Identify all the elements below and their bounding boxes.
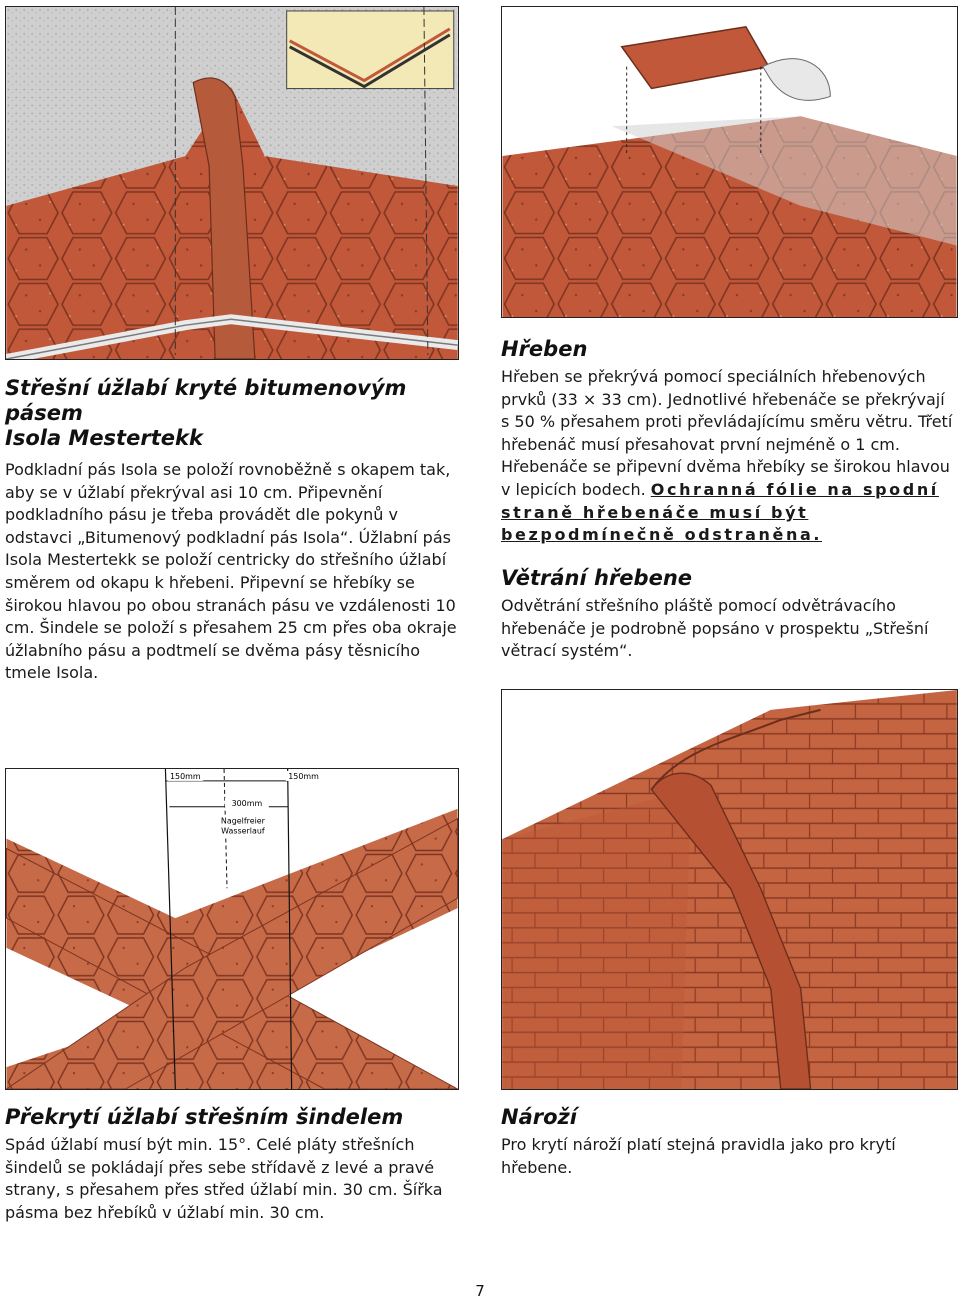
ridge-body xyxy=(501,366,956,547)
hip-illustration xyxy=(502,690,957,1089)
valley-strip-body: Podkladní pás Isola se položí rovnoběžně s okapem tak, aby se v úžlabí překrýval asi 10 cm. Připevnění podkladního pásu je třeba provádět dle pokynů v odstavci „Bitumenový podkladní pás Isola“. Úžlabní pás Isola Mestertekk se položí centricky do střešního úžlabí směrem od okapu k hřebeni. Připevní se hřebíky se širokou hlavou po obou stranách pásu ve vzdálenosti 10 cm. Šindele se položí s přesahem 25 cm přes oba okraje úžlabního pásu a podtmelí se dvěma pásy těsnicího tmele Isola. xyxy=(5,460,457,683)
figure-ridge xyxy=(501,6,958,318)
ridge-body-text: Hřeben se překrývá pomocí speciálních hřebenových prvků (33 × 33 cm). Jednotlivé hřebenáče se překrývají s 50 % přesahem proti převládajícímu směru větru. Třetí hřebenáč musí přesahovat první nejméně o 1 cm. Hřebenáče se připevní dvěma hřebíky se širokou hlavou v lepicích bodech. xyxy=(501,367,953,499)
dim-label-right: 150mm xyxy=(288,771,319,781)
valley-strip-title-line2: Isola Mestertekk xyxy=(5,426,203,450)
section-valley-strip xyxy=(5,376,457,685)
section-ridge xyxy=(501,337,956,547)
ridge-title: Hřeben xyxy=(501,337,588,361)
dim-label-center: 300mm xyxy=(231,798,263,808)
valley-shingle-body: Spád úžlabí musí být min. 15°. Celé pláty střešních šindelů se pokládají přes sebe střídavě z levé a pravé strany, s přesahem přes střed úžlabí min. 30 cm. Šířka pásma bez hřebíků v úžlabí min. 30 cm. xyxy=(5,1135,443,1222)
ridge-illustration xyxy=(502,7,957,317)
figure-valley-strip xyxy=(5,6,459,360)
figure-hip xyxy=(501,689,958,1090)
section-valley-shingle xyxy=(5,1105,457,1224)
section-hip xyxy=(501,1105,956,1179)
dim-label-left: 150mm xyxy=(169,771,201,781)
ridge-vent-body: Odvětrání střešního pláště pomocí odvětrávacího hřebenáče je podrobně popsáno v prospektu „Střešní větrací systém“. xyxy=(501,596,929,661)
valley-strip-illustration xyxy=(6,7,458,359)
hip-body: Pro krytí nároží platí stejná pravidla jako pro krytí hřebene. xyxy=(501,1135,896,1177)
figure-valley-shingle xyxy=(5,768,459,1090)
hip-title: Nároží xyxy=(501,1105,577,1129)
valley-shingle-illustration xyxy=(6,769,458,1089)
zone-label-line2: Wasserlauf xyxy=(221,826,265,836)
page-number: 7 xyxy=(475,1282,485,1300)
ridge-vent-title: Větrání hřebene xyxy=(501,566,693,590)
valley-shingle-title: Překrytí úžlabí střešním šindelem xyxy=(5,1105,404,1129)
valley-strip-title xyxy=(5,376,457,451)
valley-strip-title-line1: Střešní úžlabí kryté bitumenovým pásem xyxy=(5,376,407,425)
section-ridge-vent xyxy=(501,566,956,663)
ridge-warning: Ochranná fólie na spodní straně hřebenáče musí být bezpodmínečně odstraněna. xyxy=(501,479,939,545)
zone-label-line1: Nagelfreier xyxy=(220,816,265,826)
